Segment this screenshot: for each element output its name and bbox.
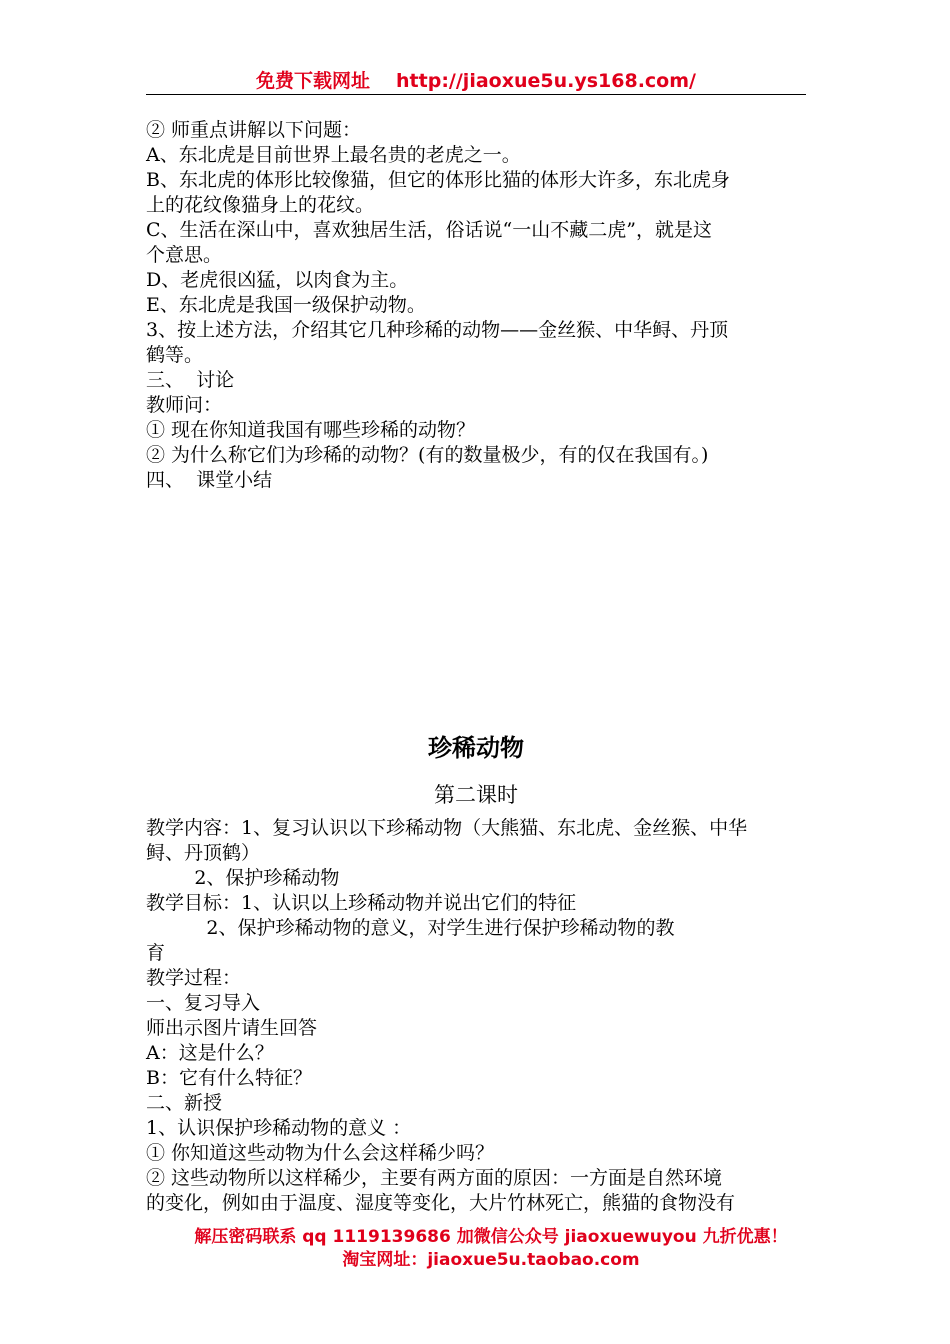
text-line: 教师问： (146, 394, 223, 416)
header-url-link[interactable]: http://jiaoxue5u.ys168.com/ (396, 70, 696, 92)
text-line: 教学内容：1、复习认识以下珍稀动物（大熊猫、东北虎、金丝猴、中华 (146, 817, 748, 839)
text-line: A、东北虎是目前世界上最名贵的老虎之一。 (146, 144, 521, 166)
text-line: 四、 课堂小结 (146, 469, 273, 491)
text-line: 教学过程： (146, 967, 242, 989)
text-line: C、生活在深山中，喜欢独居生活，俗话说“一山不藏二虎”，就是这 (146, 219, 712, 241)
text-line: 1、认识保护珍稀动物的意义 ： (146, 1117, 412, 1139)
text-line: ② 师重点讲解以下问题： (146, 119, 362, 141)
text-line: 三、 讨论 (146, 369, 235, 391)
text-line: A：这是什么？ (146, 1042, 274, 1064)
text-line: 鹤等。 (146, 344, 204, 366)
lesson-two-plan (146, 816, 810, 1216)
text-line: 鲟、丹顶鹤） (146, 842, 261, 864)
footer-shop-link[interactable]: 淘宝网址：jiaoxue5u.taobao.com (342, 1250, 640, 1270)
text-line: ① 你知道这些动物为什么会这样稀少吗？ (146, 1142, 495, 1164)
lesson-subtitle: 第二课时 (434, 783, 518, 807)
text-line: E、东北虎是我国一级保护动物。 (146, 294, 426, 316)
text-line: 2、保护珍稀动物 (146, 867, 340, 889)
text-line: 师出示图片请生回答 (146, 1017, 318, 1039)
text-line: 育 (146, 942, 166, 964)
text-line: ① 现在你知道我国有哪些珍稀的动物？ (146, 419, 476, 441)
header-divider (146, 94, 806, 95)
lesson-title: 珍稀动物 (428, 734, 524, 762)
footer-contact: 解压密码联系 qq 1119139686 加微信公众号 jiaoxuewuyou 九折优惠！ (194, 1227, 788, 1247)
text-line: 个意思。 (146, 244, 223, 266)
text-line: B：它有什么特征？ (146, 1067, 312, 1089)
text-line: 一、复习导入 (146, 992, 261, 1014)
text-line: ② 为什么称它们为珍稀的动物？(有的数量极少，有的仅在我国有。) (146, 444, 709, 466)
page-header (146, 66, 806, 93)
text-line: 上的花纹像猫身上的花纹。 (146, 194, 375, 216)
text-line: 的变化，例如由于温度、湿度等变化，大片竹林死亡，熊猫的食物没有 (146, 1192, 736, 1214)
text-line: ② 这些动物所以这样稀少，主要有两方面的原因：一方面是自然环境 (146, 1167, 723, 1189)
header-label: 免费下载网址 (256, 70, 371, 92)
text-line: B、东北虎的体形比较像猫，但它的体形比猫的体形大许多，东北虎身 (146, 169, 730, 191)
text-line: 二、新授 (146, 1092, 223, 1114)
text-line: 2、保护珍稀动物的意义，对学生进行保护珍稀动物的教 (146, 917, 675, 939)
text-line: D、老虎很凶猛，以肉食为主。 (146, 269, 409, 291)
lesson-one-continued (146, 118, 810, 493)
text-line: 3、按上述方法，介绍其它几种珍稀的动物——金丝猴、中华鲟、丹顶 (146, 319, 729, 341)
text-line: 教学目标：1、认识以上珍稀动物并说出它们的特征 (146, 892, 577, 914)
